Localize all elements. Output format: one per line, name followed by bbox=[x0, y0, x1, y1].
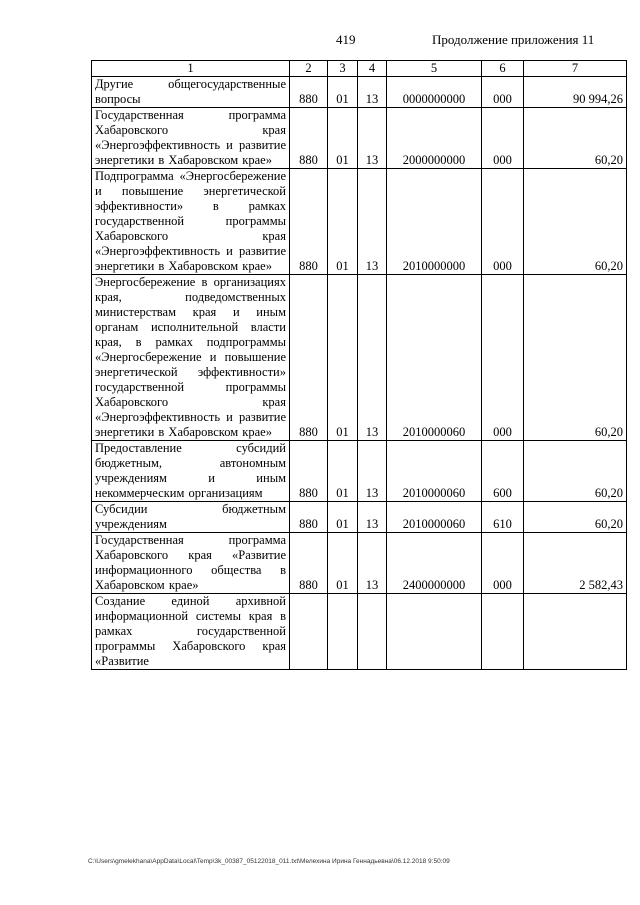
row-name-cell: Подпрограмма «Энергосбережение и повышение энергетической эффективности» в рамках государственной программы Хабаровского края «Энергоэффективность и развитие энергетики в Хабаровском крае» bbox=[92, 169, 290, 275]
section-code-cell bbox=[328, 594, 358, 670]
column-header: 1 bbox=[92, 61, 290, 77]
row-name-cell: Государственная программа Хабаровского края «Энергоэффективность и развитие энергетики в Хабаровском крае» bbox=[92, 108, 290, 169]
page-subtitle: Продолжение приложения 11 bbox=[432, 32, 595, 47]
row-name-cell: Государственная программа Хабаровского края «Развитие информационного общества в Хабаровском крае» bbox=[92, 533, 290, 594]
target-article-cell: 2010000060 bbox=[387, 275, 482, 441]
row-name-cell: Предоставление субсидий бюджетным, автономным учреждениям и иным некоммерческим организациям bbox=[92, 441, 290, 502]
column-header: 3 bbox=[328, 61, 358, 77]
expense-type-cell: 000 bbox=[482, 533, 524, 594]
admin-code-cell: 880 bbox=[290, 108, 328, 169]
target-article-cell bbox=[387, 594, 482, 670]
target-article-cell: 2000000000 bbox=[387, 108, 482, 169]
subsection-code-cell: 13 bbox=[358, 502, 387, 533]
amount-cell: 60,20 bbox=[524, 108, 627, 169]
target-article-cell: 2400000000 bbox=[387, 533, 482, 594]
amount-cell: 60,20 bbox=[524, 502, 627, 533]
table-row bbox=[92, 275, 627, 441]
amount-cell: 60,20 bbox=[524, 169, 627, 275]
table-row bbox=[92, 594, 627, 670]
page-number: 419 bbox=[336, 32, 356, 47]
subsection-code-cell: 13 bbox=[358, 533, 387, 594]
section-code-cell: 01 bbox=[328, 108, 358, 169]
table-row bbox=[92, 169, 627, 275]
amount-cell: 60,20 bbox=[524, 441, 627, 502]
admin-code-cell: 880 bbox=[290, 533, 328, 594]
column-header: 6 bbox=[482, 61, 524, 77]
subsection-code-cell: 13 bbox=[358, 108, 387, 169]
document-footer-path: C:\Users\gmelekhana\AppData\Local\Temp\3k_00387_05122018_011.txt\Мелехина Ирина Геннадьевна\06.12.2018 9:50:09 bbox=[88, 858, 450, 865]
column-header: 5 bbox=[387, 61, 482, 77]
amount-cell: 60,20 bbox=[524, 275, 627, 441]
admin-code-cell: 880 bbox=[290, 77, 328, 108]
amount-cell bbox=[524, 594, 627, 670]
section-code-cell: 01 bbox=[328, 502, 358, 533]
subsection-code-cell bbox=[358, 594, 387, 670]
expense-type-cell: 600 bbox=[482, 441, 524, 502]
table-row bbox=[92, 77, 627, 108]
budget-table bbox=[91, 60, 627, 670]
table-row bbox=[92, 441, 627, 502]
section-code-cell: 01 bbox=[328, 77, 358, 108]
column-header: 4 bbox=[358, 61, 387, 77]
column-header: 2 bbox=[290, 61, 328, 77]
subsection-code-cell: 13 bbox=[358, 441, 387, 502]
table-header-row bbox=[92, 61, 627, 77]
target-article-cell: 2010000060 bbox=[387, 502, 482, 533]
expense-type-cell bbox=[482, 594, 524, 670]
table-row bbox=[92, 502, 627, 533]
expense-type-cell: 610 bbox=[482, 502, 524, 533]
amount-cell: 2 582,43 bbox=[524, 533, 627, 594]
subsection-code-cell: 13 bbox=[358, 275, 387, 441]
table-row bbox=[92, 108, 627, 169]
admin-code-cell: 880 bbox=[290, 502, 328, 533]
row-name-cell: Энергосбережение в организациях края, подведомственных министерствам края и иным органам исполнительной власти края, в рамках подпрограммы «Энергосбережение и повышение энергетической эффективности» государственной программы Хабаровского края «Энергоэффективность и развитие энергетики в Хабаровском крае» bbox=[92, 275, 290, 441]
section-code-cell: 01 bbox=[328, 533, 358, 594]
target-article-cell: 0000000000 bbox=[387, 77, 482, 108]
table-row bbox=[92, 533, 627, 594]
admin-code-cell bbox=[290, 594, 328, 670]
subsection-code-cell: 13 bbox=[358, 77, 387, 108]
admin-code-cell: 880 bbox=[290, 169, 328, 275]
target-article-cell: 2010000000 bbox=[387, 169, 482, 275]
column-header: 7 bbox=[524, 61, 627, 77]
target-article-cell: 2010000060 bbox=[387, 441, 482, 502]
amount-cell: 90 994,26 bbox=[524, 77, 627, 108]
row-name-cell: Создание единой архивной информационной системы края в рамках государственной программы Хабаровского края «Развитие bbox=[92, 594, 290, 670]
row-name-cell: Другие общегосударственные вопросы bbox=[92, 77, 290, 108]
subsection-code-cell: 13 bbox=[358, 169, 387, 275]
section-code-cell: 01 bbox=[328, 441, 358, 502]
expense-type-cell: 000 bbox=[482, 275, 524, 441]
expense-type-cell: 000 bbox=[482, 169, 524, 275]
admin-code-cell: 880 bbox=[290, 441, 328, 502]
section-code-cell: 01 bbox=[328, 275, 358, 441]
section-code-cell: 01 bbox=[328, 169, 358, 275]
expense-type-cell: 000 bbox=[482, 108, 524, 169]
admin-code-cell: 880 bbox=[290, 275, 328, 441]
row-name-cell: Субсидии бюджетным учреждениям bbox=[92, 502, 290, 533]
expense-type-cell: 000 bbox=[482, 77, 524, 108]
